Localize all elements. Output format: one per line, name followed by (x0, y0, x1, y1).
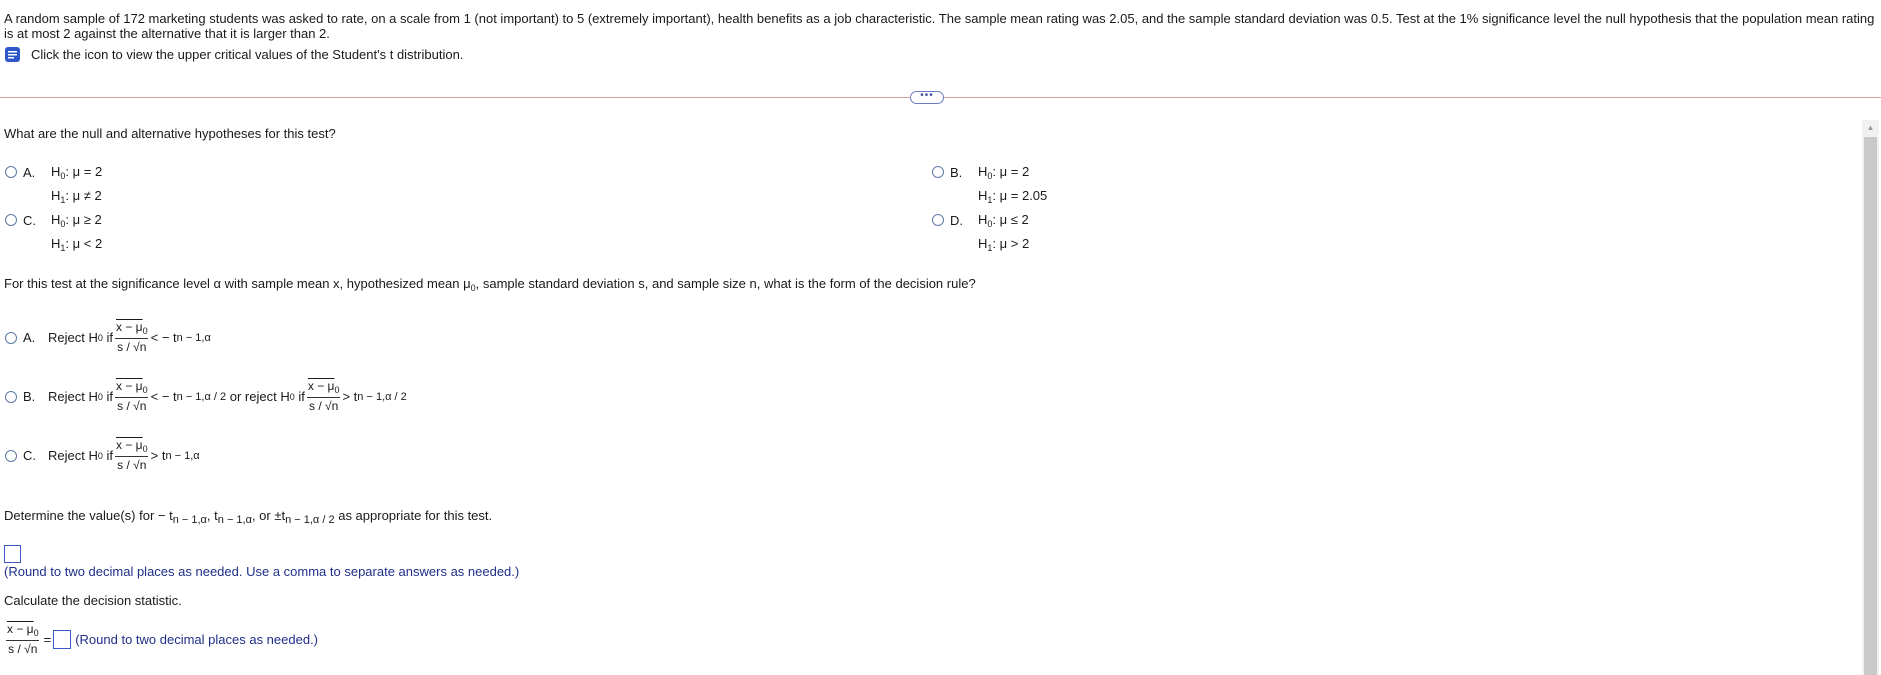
expand-button[interactable]: ••• (910, 91, 944, 104)
test-statistic-fraction: $\frac{x - \mu_0}{s / √n}$ (116, 320, 148, 354)
question-4-prompt: Calculate the decision statistic. (4, 593, 182, 608)
radio-button[interactable] (5, 450, 17, 462)
test-statistic-fraction: $\frac{x - \mu_0}{s / √n}$ (307, 379, 340, 413)
option-letter: C. (23, 213, 36, 228)
h1: μ > 2 (999, 236, 1030, 251)
option-letter: B. (950, 165, 963, 180)
option-letter: A. (23, 165, 36, 180)
radio-button[interactable] (5, 391, 17, 403)
hint-text[interactable]: Click the icon to view the upper critical values of the Student's t distribution. (31, 46, 464, 62)
scroll-up-icon[interactable]: ▲ (1866, 123, 1875, 132)
table-icon[interactable] (4, 46, 21, 63)
problem-statement (4, 11, 1876, 41)
option-letter: C. (23, 448, 36, 463)
q1-option-a[interactable]: A. $H_0$: μ = 2 $H_1$: μ ≠ 2 (5, 165, 102, 210)
question-3-prompt: Determine the value(s) for − $t_{n - 1,\alpha}$, $t_{n - 1,\alpha}$, or $\pm t_{n - 1,\alpha / 2}$ as appropriate for this test. (4, 508, 493, 526)
decision-statistic-note: (Round to two decimal places as needed.) (75, 632, 319, 647)
h1: μ ≠ 2 (72, 188, 102, 203)
critical-value-note: (Round to two decimal places as needed. Use a comma to separate answers as needed.) (4, 564, 520, 579)
h0: μ ≥ 2 (72, 212, 102, 227)
q2-option-b[interactable]: B. Reject H 0 if $\frac{x - \mu_0}{s / √n}$ < − t n − 1,α / 2 or reject H 0 if $\frac{x - \mu_0}{s / √n}$ > t n − 1,α / 2 (5, 379, 407, 414)
radio-button[interactable] (5, 332, 17, 344)
radio-button[interactable] (5, 214, 17, 226)
decision-statistic-input[interactable] (53, 630, 71, 649)
scrollbar-thumb[interactable] (1864, 137, 1877, 675)
h0: μ = 2 (72, 164, 103, 179)
decision-statistic-row: $\frac{x - \mu_0}{s / √n}$ = (Round to two decimal places as needed.) (7, 622, 319, 656)
h1: μ = 2.05 (999, 188, 1048, 203)
q2-option-a[interactable]: A. Reject H 0 if $\frac{x - \mu_0}{s / √n}$ < − t n − 1,α (5, 320, 211, 355)
hint-row[interactable] (4, 46, 463, 62)
radio-button[interactable] (932, 166, 944, 178)
option-letter: A. (23, 330, 36, 345)
h0: μ = 2 (999, 164, 1030, 179)
h1: μ < 2 (72, 236, 103, 251)
q1-option-b[interactable]: B. $H_0$: μ = 2 $H_1$: μ = 2.05 (932, 165, 1047, 210)
option-letter: D. (950, 213, 963, 228)
test-statistic-fraction: $\frac{x - \mu_0}{s / √n}$ (116, 379, 148, 413)
test-statistic-fraction: $\frac{x - \mu_0}{s / √n}$ (116, 438, 148, 472)
h0: μ ≤ 2 (999, 212, 1029, 227)
option-letter: B. (23, 389, 36, 404)
question-2-prompt: For this test at the significance level α with sample mean x, hypothesized mean $\mu_0$, sample standard deviation s, and sample size n, what is the form of the decision rule? (4, 276, 976, 293)
q2-option-c[interactable]: C. Reject H 0 if $\frac{x - \mu_0}{s / √n}$ > t n − 1,α (5, 438, 200, 473)
radio-button[interactable] (5, 166, 17, 178)
problem-line-2: is at most 2 against the alternative that it is larger than 2. (4, 26, 330, 41)
q1-option-d[interactable]: D. $H_0$: μ ≤ 2 $H_1$: μ > 2 (932, 213, 1029, 258)
q1-option-c[interactable]: C. $H_0$: μ ≥ 2 $H_1$: μ < 2 (5, 213, 102, 258)
question-1-prompt: What are the null and alternative hypotheses for this test? (4, 126, 336, 141)
test-statistic-fraction: $\frac{x - \mu_0}{s / √n}$ (7, 622, 39, 656)
critical-value-input[interactable] (4, 545, 21, 566)
radio-button[interactable] (932, 214, 944, 226)
problem-line-1: A random sample of 172 marketing students was asked to rate, on a scale from 1 (not important) to 5 (extremely important), health benefits as a job characteristic. The sample mean rating was 2.05, and the sample standard deviation was 0.5. Test at the 1% significance level the null hypothesis that the population mean rating (4, 11, 1875, 26)
